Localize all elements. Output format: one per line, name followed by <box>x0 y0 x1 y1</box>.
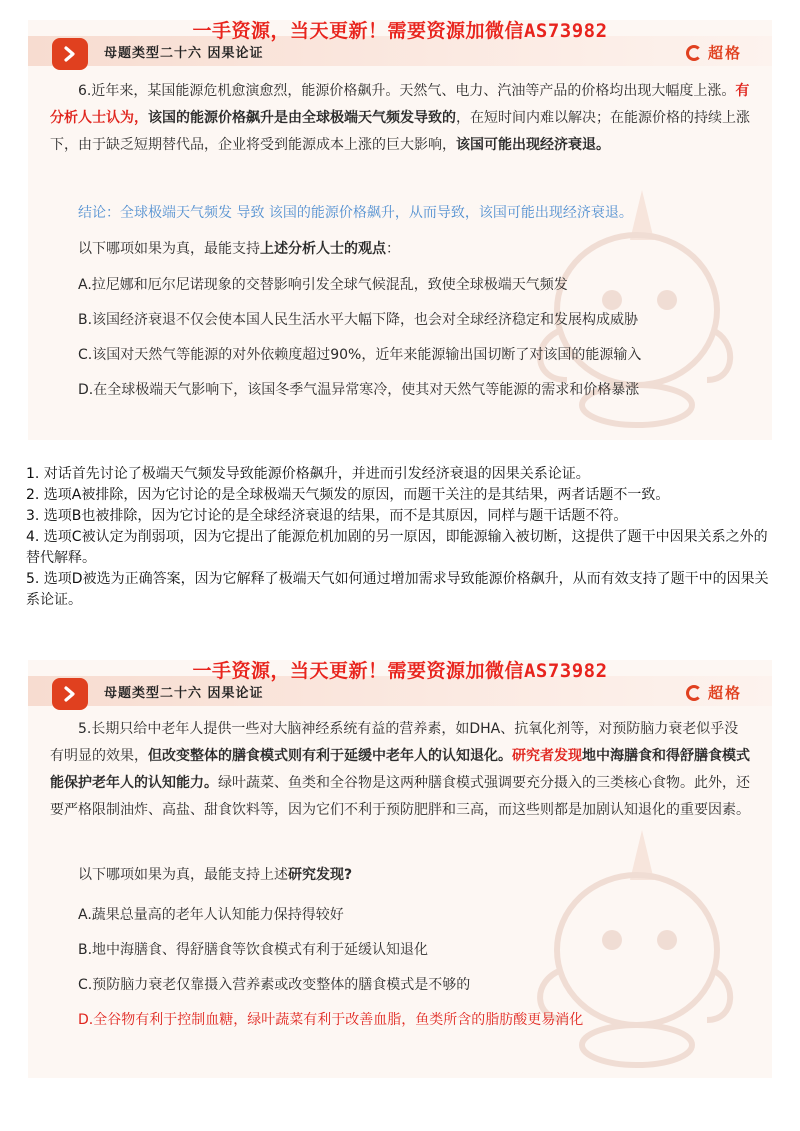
watermark-text: 一手资源，当天更新！需要资源加微信AS73982 <box>192 20 608 42</box>
question-text: 5.长期只给中老年人提供一些对大脑神经系统有益的营养素，如DHA、抗氧化剂等，对预防脑力衰老似乎没有明显的效果， <box>50 721 739 764</box>
analysis-item: 5. 选项D被选为正确答案，因为它解释了极端天气如何通过增加需求导致能源价格飙升，从而有效支持了题干中的因果关系论证。 <box>26 571 769 608</box>
question-prompt <box>78 864 352 884</box>
brand-logo <box>686 42 742 63</box>
conclusion-note: 结论：全球极端天气频发 导致 该国的能源价格飙升，从而导致，该国可能出现经济衰退。 <box>78 205 633 221</box>
brand-g-icon <box>686 45 702 61</box>
brand-logo <box>686 682 742 703</box>
question-prompt <box>78 238 400 258</box>
question-text: 绿叶蔬菜、鱼类和全谷物是这两种膳食模式强调要充分摄入的三类核心食物。此外，还要严格限制油炸、高盐、甜食饮料等，因为它们不利于预防肥胖和三高，而这些则都是加剧认知退化的重要因素。 <box>50 775 750 818</box>
option-d-highlighted[interactable]: D.全谷物有利于控制血糖，绿叶蔬菜有利于改善血脂，鱼类所含的脂肪酸更易消化 <box>78 1012 584 1028</box>
brand-name: 超格 <box>707 684 742 702</box>
analysis-item: 3. 选项B也被排除，因为它讨论的是全球经济衰退的结果，而不是其原因，同样与题干话题不符。 <box>26 508 628 524</box>
question-slide-2 <box>28 660 772 1078</box>
option-d[interactable]: D.在全球极端天气影响下，该国冬季气温异常寒冷，使其对天然气等能源的需求和价格暴涨 <box>78 382 640 398</box>
question-stem <box>50 78 750 159</box>
chevron-right-icon <box>52 38 88 70</box>
header-title: 母题类型二十六 因果论证 <box>104 46 264 61</box>
option-a[interactable]: A.拉尼娜和厄尔尼诺现象的交替影响引发全球气候混乱，致使全球极端天气频发 <box>78 277 568 293</box>
prompt-bold: 研究发现 <box>288 867 344 883</box>
analysis-item: 4. 选项C被认定为削弱项，因为它提出了能源危机加剧的另一原因，即能源输入被切断，这提供了题干中因果关系之外的替代解释。 <box>26 529 768 566</box>
question-text: ，在短时间内难以解决；在能源价格的持续上涨下，由于缺乏短期替代品，企业将受到能源成本上涨的巨大影响， <box>50 110 750 153</box>
brand-name: 超格 <box>707 44 742 62</box>
header-title: 母题类型二十六 因果论证 <box>104 686 264 701</box>
analysis-item: 1. 对话首先讨论了极端天气频发导致能源价格飙升，并进而引发经济衰退的因果关系论证。 <box>26 466 590 482</box>
prompt-text: 以下哪项如果为真，最能支持 <box>78 241 260 257</box>
option-a[interactable]: A.蔬果总量高的老年人认知能力保持得较好 <box>78 907 344 923</box>
question-bold: 该国的能源价格飙升是由全球极端天气频发导致的 <box>148 110 456 126</box>
question-stem <box>50 716 750 824</box>
question-bold: 地中海膳食和得舒膳食模式能保护老年人的认知能力。 <box>50 748 750 791</box>
option-c[interactable]: C.该国对天然气等能源的对外依赖度超过90%，近年来能源输出国切断了对该国的能源输入 <box>78 347 642 363</box>
prompt-text: 以下哪项如果为真，最能支持上述 <box>78 867 288 883</box>
option-b[interactable]: B.该国经济衰退不仅会使本国人民生活水平大幅下降，也会对全球经济稳定和发展构成威胁 <box>78 312 639 328</box>
question-highlight: 研究者发现 <box>512 748 582 764</box>
prompt-bold: 上述分析人士的观点 <box>260 241 386 257</box>
question-highlight: 有分析人士认为， <box>50 83 750 126</box>
prompt-punct: ? <box>344 867 353 883</box>
question-bold: 但改变整体的膳食模式则有利于延缓中老年人的认知退化。 <box>148 748 512 764</box>
analysis-item: 2. 选项A被排除，因为它讨论的是全球极端天气频发的原因，而题干关注的是其结果，两者话题不一致。 <box>26 487 670 503</box>
question-bold: 该国可能出现经济衰退。 <box>456 137 610 153</box>
analysis-list <box>26 464 776 611</box>
watermark-text: 一手资源，当天更新！需要资源加微信AS73982 <box>192 660 608 682</box>
question-text: 6.近年来，某国能源危机愈演愈烈，能源价格飙升。天然气、电力、汽油等产品的价格均出现大幅度上涨。 <box>78 83 736 99</box>
prompt-punct: ： <box>386 241 400 257</box>
chevron-right-icon <box>52 678 88 710</box>
brand-g-icon <box>686 685 702 701</box>
option-c[interactable]: C.预防脑力衰老仅靠摄入营养素或改变整体的膳食模式是不够的 <box>78 977 471 993</box>
option-b[interactable]: B.地中海膳食、得舒膳食等饮食模式有利于延缓认知退化 <box>78 942 429 958</box>
question-slide-1 <box>28 20 772 440</box>
